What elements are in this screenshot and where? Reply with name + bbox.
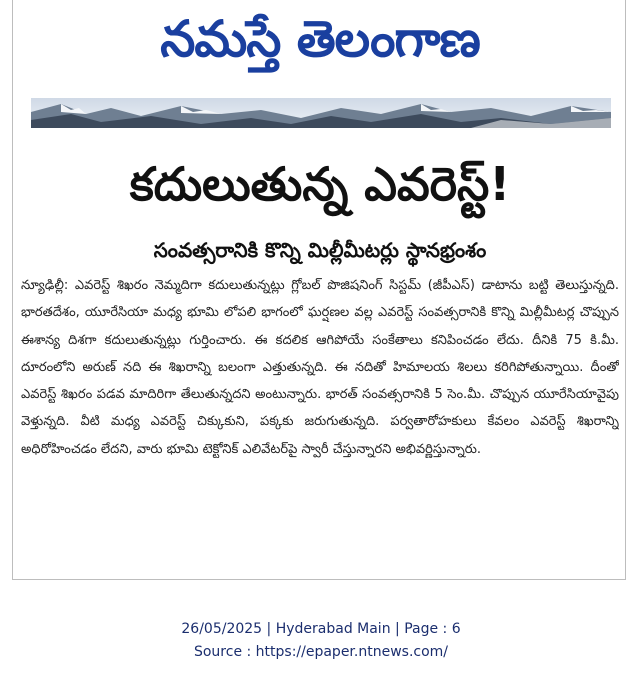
edition-info: 26/05/2025 | Hyderabad Main | Page : 6 [181,621,461,637]
source-link[interactable]: Source : https://epaper.ntnews.com/ [193,644,449,660]
masthead [13,4,627,74]
article-headline: కదులుతున్న ఎవరెస్ట్! [129,157,511,211]
mountain-photo-strip [31,98,611,128]
masthead-title: నమస్తే తెలంగాణ [160,10,480,68]
newspaper-clipping [12,0,626,580]
article-subheadline: సంవత్సరానికి కొన్ని మిల్లీమీటర్లు స్థానభ్రంశం [153,238,487,262]
article-body: న్యూఢిల్లీ: ఎవరెస్ట్ శిఖరం నెమ్మదిగా కదులుతున్నట్లు గ్లోబల్ పొజిషనింగ్ సిస్టమ్ (జీపీఎస్) డాటాను బట్టి తెలుస్తున్నది. భారతదేశం, యూరేసియా మధ్య భూమి లోపలి భాగంలో ఘర్షణల వల్ల ఎవరెస్ట్ సంవత్సరానికి కొన్ని మిల్లీమీటర్ల చొప్పున ఈశాన్య దిశగా కదులుతున్నట్లు గుర్తించారు. ఈ కదలిక ఆగిపోయే సంకేతాలు కనిపించడం లేదు. దీనికి 75 కి.మీ. దూరంలోని అరుణ్ నది ఈ శిఖరాన్ని బలంగా ఎత్తుతున్నది. ఈ నదితో హిమాలయ శిలలు కరిగిపోతున్నాయి. దీంతో ఎవరెస్ట్ శిఖరం పడవ మాదిరిగా తేలుతున్నదని అంటున్నారు. భారత్ సంవత్సరానికి 5 సెం.మీ. చొప్పున యూరేసియావైపు వెళ్తున్నది. వీటి మధ్య ఎవరెస్ట్ చిక్కుకుని, పక్కకు జరుగుతున్నది. పర్వతారోహకులు కేవలం ఎవరెస్ట్ శిఖరాన్ని అధిరోహించడం లేదని, వారు భూమి టెక్టోనిక్ ఎలివేటర్‌పై స్వారీ చేస్తున్నారని అభివర్ణిస్తున్నారు. [21,278,619,457]
